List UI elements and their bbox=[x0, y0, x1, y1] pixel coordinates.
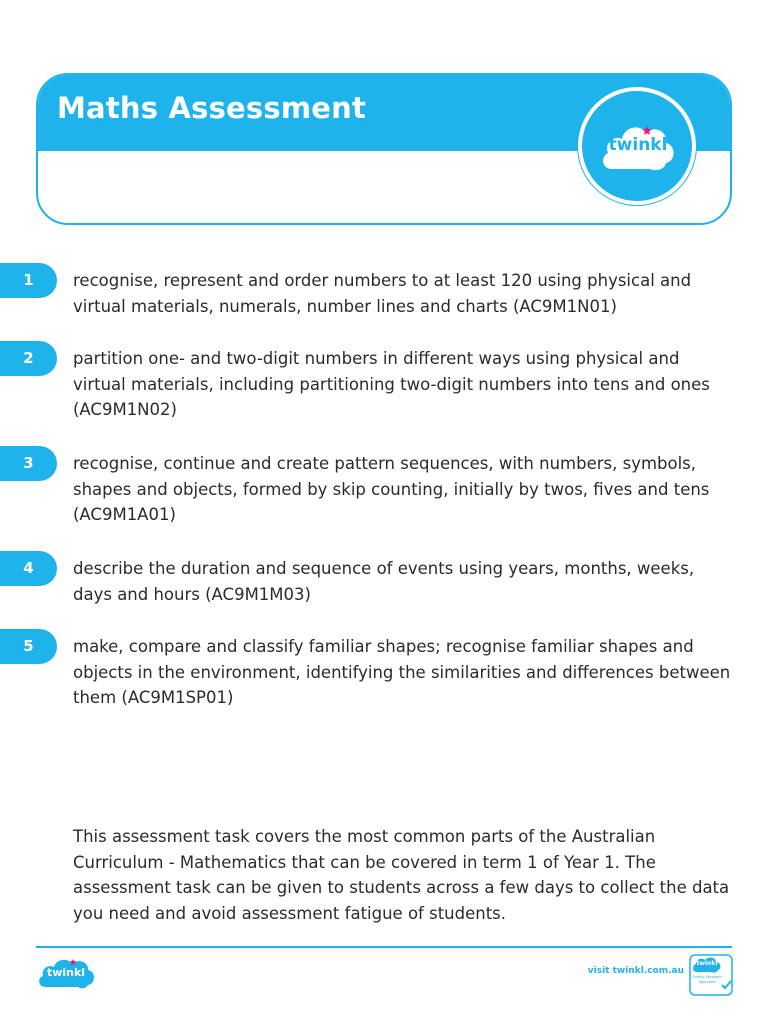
item-number-badge: 1 bbox=[0, 263, 57, 298]
quality-badge bbox=[689, 954, 733, 996]
item-text: describe the duration and sequence of events using years, months, weeks, days and hours (AC9M1M03) bbox=[73, 559, 695, 604]
item-text: recognise, represent and order numbers to at least 120 using physical and virtual materials, numerals, number lines and charts (AC9M1N01) bbox=[73, 271, 692, 316]
item-text: partition one- and two-digit numbers in different ways using physical and virtual materials, including partitioning two-digit numbers into tens and ones (AC9M1N02) bbox=[73, 349, 710, 419]
item-text: recognise, continue and create pattern sequences, with numbers, symbols, shapes and objects, formed by skip counting, initially by twos, fives and tens (AC9M1A01) bbox=[73, 454, 710, 524]
item-number-badge: 2 bbox=[0, 341, 57, 376]
footer-logo-text: twinkl bbox=[46, 966, 86, 979]
twinkl-logo bbox=[578, 87, 696, 205]
item-number-badge: 4 bbox=[0, 551, 57, 586]
footer-url-link[interactable]: visit twinkl.com.au bbox=[587, 966, 684, 976]
page-title: Maths Assessment bbox=[57, 91, 367, 125]
summary-paragraph: This assessment task covers the most common parts of the Australian Curriculum - Mathematics that can be covered in term 1 of Year 1. The assessment task can be given to students across a few days to collect the data you need and avoid assessment fatigue of students. bbox=[73, 827, 730, 923]
item-number-badge: 5 bbox=[0, 629, 57, 664]
footer-divider bbox=[36, 946, 732, 948]
item-text: make, compare and classify familiar shapes; recognise familiar shapes and objects in the environment, identifying the similarities and differences between them (AC9M1SP01) bbox=[73, 637, 731, 707]
footer-twinkl-logo[interactable] bbox=[36, 956, 98, 990]
badge-caption: Quality Standard Approved bbox=[692, 975, 722, 984]
badge-brand-text: twinkl bbox=[696, 960, 718, 967]
logo-text: twinkl bbox=[608, 135, 668, 155]
item-number-badge: 3 bbox=[0, 446, 57, 481]
